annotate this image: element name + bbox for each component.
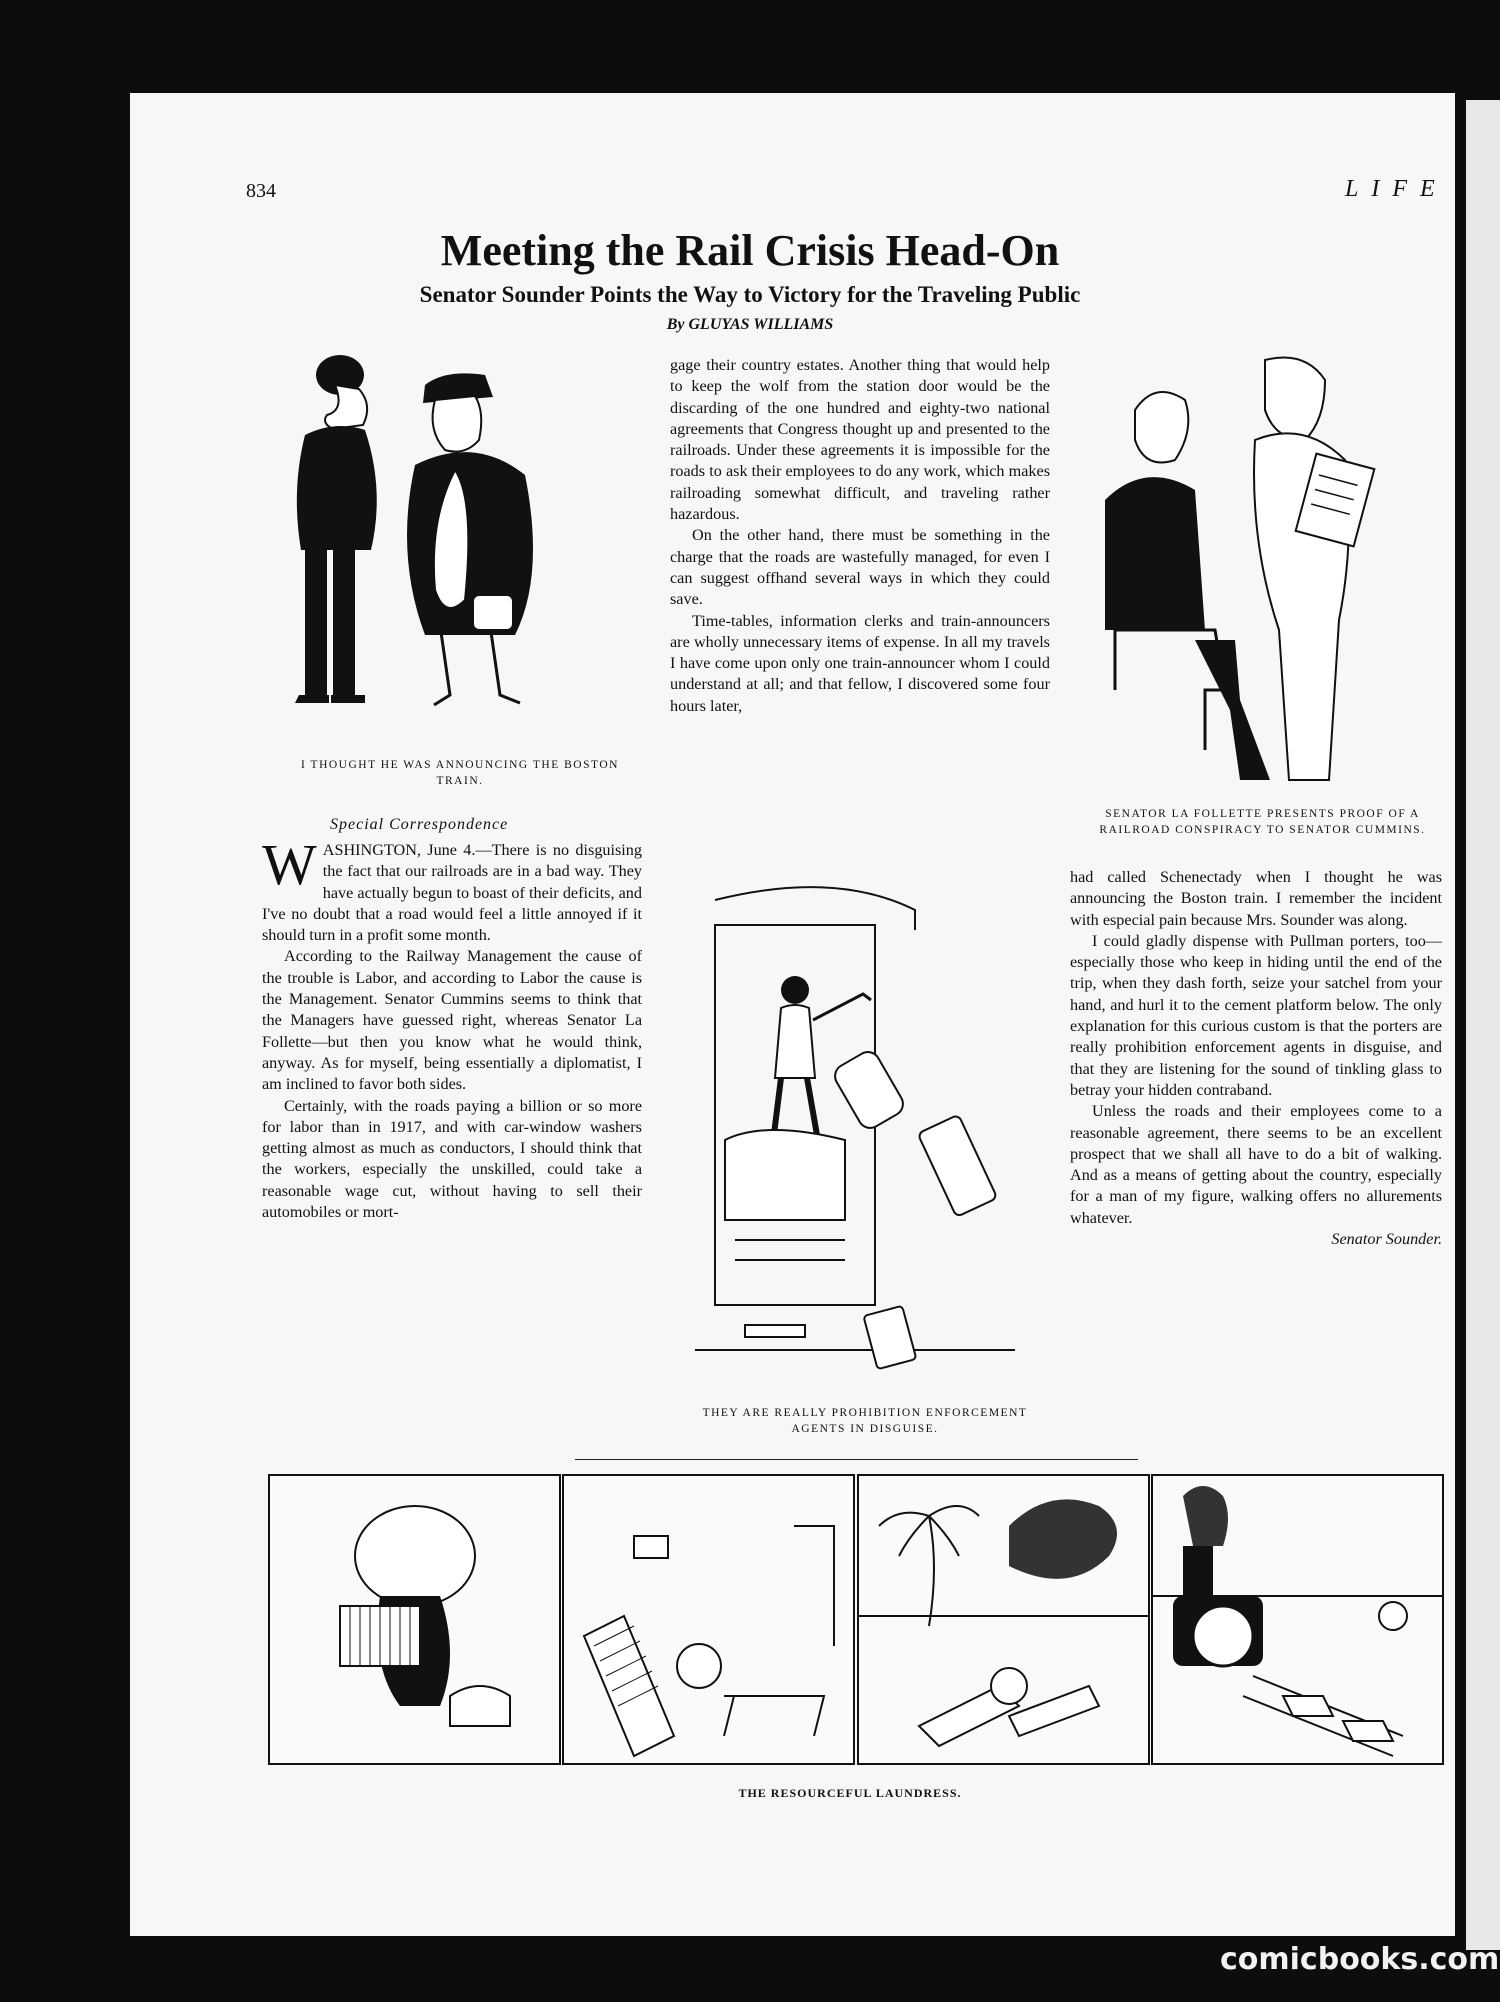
la-follette-illustration [1085, 350, 1435, 800]
article-column-3 [1070, 867, 1442, 1250]
article-column-1 [262, 832, 642, 1223]
comic-panel-4 [1151, 1474, 1444, 1765]
paragraph: Certainly, with the roads paying a billion or so more for labor than in 1917, and with car-window washers getting almost as much as conductors, I should think that the workers, especially the unskilled, could take a reasonable wage cut, without having to sell their automobiles or mort- [262, 1096, 642, 1222]
page-number: 834 [246, 180, 276, 202]
caption-announcer: I THOUGHT HE WAS ANNOUNCING THE BOSTON TRAIN. [301, 759, 619, 787]
announcer-illustration [265, 345, 645, 725]
caption-porters: THEY ARE REALLY PROHIBITION ENFORCEMENT AGENTS IN DISGUISE. [702, 1407, 1028, 1435]
paragraph: I could gladly dispense with Pullman porters, too—especially those who keep in hiding until the end of the trip, when they dash forth, seize your satchel from your hand, and hurl it to the cement platform below. The only explanation for this curious custom is that the porters are really prohibition enforcement agents in disguise, and that they are listening for the sound of tinkling glass to betray your hidden contraband. [1070, 931, 1442, 1099]
caption-la-follette: SENATOR LA FOLLETTE PRESENTS PROOF OF A RAILROAD CONSPIRACY TO SENATOR CUMMINS. [1099, 808, 1426, 836]
section-divider [575, 1459, 1138, 1460]
paragraph: Time-tables, information clerks and train-announcers are wholly unnecessary items of expense. In all my travels I have come upon only one train-announcer whom I could understand at all; and that fellow, I discovered some four hours later, [670, 611, 1050, 715]
signature: Senator Sounder. [1331, 1230, 1442, 1249]
scan-edge [1466, 100, 1500, 1950]
article-column-2 [670, 355, 1050, 717]
paragraph: According to the Railway Management the cause of the trouble is Labor, and according to Labor the cause is the Management. Senator Cummins seems to think that the Managers have guessed right, whereas Senator La Follette—but then you know what he would think, anyway. As for myself, being essentially a diplomatist, I am inclined to favor both sides. [262, 947, 642, 1094]
comic-panel-1 [268, 1474, 561, 1765]
magazine-name: LIFE [1345, 176, 1448, 202]
article-title: Meeting the Rail Crisis Head-On [440, 226, 1060, 275]
paragraph: gage their country estates. Another thing that would help to keep the wolf from the station door would be the discarding of the one hundred and eighty-two national agreements that Congress thought up and presented to the railroads. Under these agreements it is impossible for the roads to ask their employees to do any work, which makes railroading somewhat difficult, and traveling rather hazardous. [670, 356, 1050, 524]
comic-panel-2 [562, 1474, 855, 1765]
watermark: comicbooks.com [1220, 1942, 1500, 1977]
byline: By GLUYAS WILLIAMS [666, 316, 834, 333]
article-subtitle: Senator Sounder Points the Way to Victory for the Traveling Public [419, 282, 1081, 307]
paragraph: ASHINGTON, June 4.—There is no disguising the fact that our railroads are in a bad way. They have actually begun to boast of their deficits, and I've no doubt that a road would feel a little annoyed if it should turn in a profit some month. [262, 841, 642, 945]
special-correspondence: Special Correspondence [330, 816, 509, 833]
comic-panel-3 [857, 1474, 1150, 1765]
drop-cap: W [262, 832, 317, 897]
paragraph: On the other hand, there must be something in the charge that the roads are wastefully managed, for even I can suggest offhand several ways in which they could save. [670, 526, 1050, 609]
caption-comic: THE RESOURCEFUL LAUNDRESS. [738, 1786, 962, 1800]
paragraph: Unless the roads and their employees come to a reasonable agreement, there seems to be an excellent prospect that we shall all have to do a bit of walking. And as a means of getting about the country, especially for a man of my figure, walking offers no allurements whatever. [1070, 1102, 1442, 1227]
porter-illustration [695, 880, 1035, 1400]
paragraph: had called Schenectady when I thought he was announcing the Boston train. I remember the incident with especial pain because Mrs. Sounder was along. [1070, 868, 1442, 929]
